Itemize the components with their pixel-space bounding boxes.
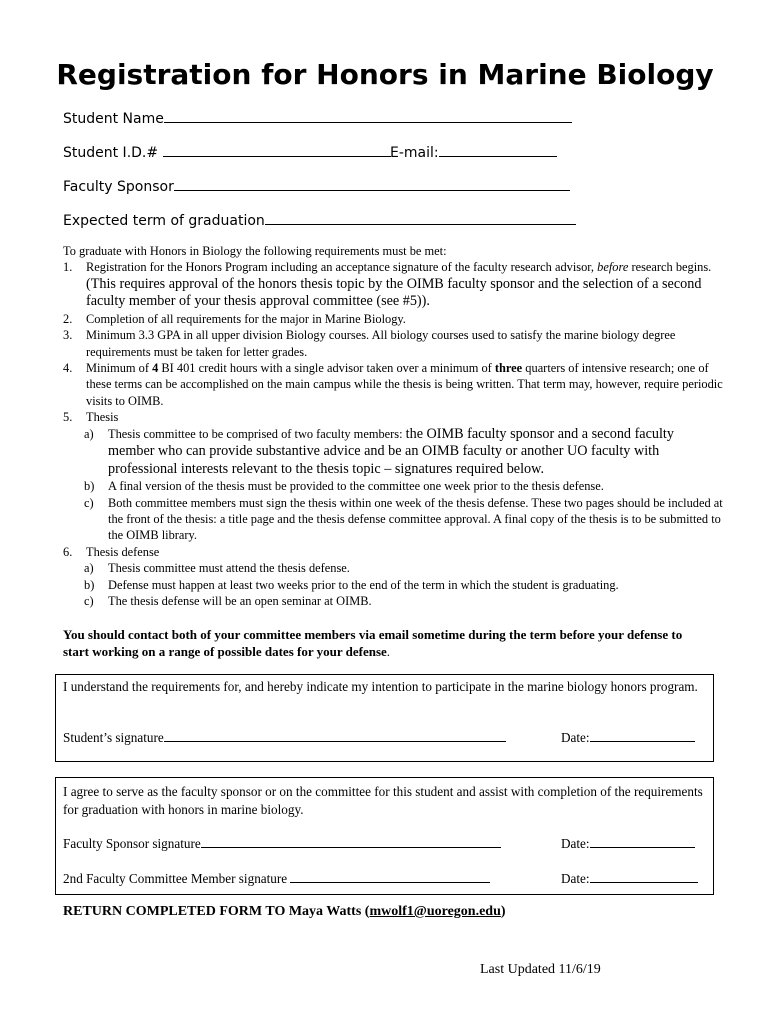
sponsor-signature-field[interactable] — [201, 834, 501, 848]
requirement-2: 2. Completion of all requirements for the major in Marine Biology. — [63, 311, 406, 326]
contact-note: You should contact both of your committee members via email sometime during the term before your defense to start working on a range of possible dates for your defense. — [63, 627, 683, 659]
requirements-intro: To graduate with Honors in Biology the following requirements must be met: — [63, 244, 447, 258]
member-date-row — [561, 869, 698, 888]
requirement-6a: a) Thesis committee must attend the thesis defense. — [84, 561, 350, 576]
requirement-5: 5. Thesis a) Thesis committee to be comprised of two faculty members: the OIMB faculty sponsor and a second faculty member who can provide substantive advice and be an OIMB faculty or another UO faculty with professional interests relevant to the thesis topic – signatures required below. b) A final version of the thesis must be provided to the committee one week prior to the thesis defense. c) Both committee members must sign the thesis within one week of the thesis defense. These two pages should be included at the front of the thesis: a title page and the thesis defense committee approval. A final copy of the thesis is to be submitted to the OIMB library. — [63, 410, 723, 543]
student-id-field[interactable] — [163, 142, 391, 157]
last-updated: Last Updated 11/6/19 — [480, 962, 601, 977]
return-instruction: RETURN COMPLETED FORM TO Maya Watts (mwolf1@uoregon.edu) — [63, 904, 506, 919]
student-id-label: Student I.D.# — [63, 145, 159, 161]
defense-sublist — [63, 560, 723, 609]
member-signature-row — [63, 869, 490, 888]
requirement-5b: b) A final version of the thesis must be provided to the committee one week prior to the thesis defense. — [84, 479, 604, 494]
sponsor-signature-row — [63, 834, 501, 853]
requirements-list — [63, 259, 723, 609]
student-date-field[interactable] — [590, 728, 695, 742]
sponsor-date-row — [561, 834, 695, 853]
page-title: Registration for Honors in Marine Biology — [56, 58, 714, 91]
requirement-6: 6. Thesis defense a) Thesis committee must attend the thesis defense. b) Defense must happen at least two weeks prior to the end of the term in which the student is graduating. c) The thesis defense will be an open seminar at OIMB. — [63, 544, 723, 610]
faculty-sponsor-field[interactable] — [174, 176, 570, 191]
requirement-3: 3. Minimum 3.3 GPA in all upper division Biology courses. All biology courses used to satisfy the marine biology degree requirements must be taken for letter grades. — [63, 328, 676, 359]
thesis-sublist — [63, 426, 723, 544]
faculty-sponsor-row — [63, 176, 570, 195]
sponsor-signature-label: Faculty Sponsor signature — [63, 836, 201, 851]
email-row — [390, 142, 557, 161]
requirement-6b: b) Defense must happen at least two weeks prior to the end of the term in which the student is graduating. — [84, 577, 619, 592]
member-date-field[interactable] — [590, 869, 698, 883]
member-date-label: Date: — [561, 871, 590, 886]
member-signature-field[interactable] — [290, 869, 490, 883]
requirement-5a: a) Thesis committee to be comprised of two faculty members: the OIMB faculty sponsor and a second faculty member who can provide substantive advice and be an OIMB faculty or another UO faculty with professional interests relevant to the thesis topic – signatures required below. — [84, 425, 674, 477]
student-signature-field[interactable] — [164, 728, 506, 742]
student-agreement-box — [55, 674, 714, 762]
sponsor-date-label: Date: — [561, 836, 590, 851]
student-name-label: Student Name — [63, 111, 164, 127]
requirements-section — [63, 243, 723, 609]
email-field[interactable] — [439, 142, 557, 157]
faculty-statement: I agree to serve as the faculty sponsor or on the committee for this student and assist with completion of the requirements for graduation with honors in marine biology. — [63, 784, 703, 817]
requirement-4: 4. Minimum of 4 BI 401 credit hours with a single advisor taken over a minimum of three quarters of intensive research; one of these terms can be accomplished on the main campus while the thesis is being written. That term may, however, require periodic visits to OIMB. — [63, 361, 723, 408]
student-signature-row — [63, 728, 506, 747]
expected-term-field[interactable] — [265, 210, 576, 225]
email-label: E-mail: — [390, 145, 439, 161]
contact-email-link[interactable]: mwolf1@uoregon.edu — [369, 904, 501, 919]
faculty-sponsor-label: Faculty Sponsor — [63, 179, 174, 195]
expected-term-label: Expected term of graduation — [63, 213, 265, 229]
requirement-5c: c) Both committee members must sign the thesis within one week of the thesis defense. These two pages should be included at the front of the thesis: a title page and the thesis defense committee approval. A final copy of the thesis is to be submitted to the OIMB library. — [84, 495, 723, 543]
student-signature-label: Student’s signature — [63, 730, 164, 745]
faculty-agreement-box — [55, 777, 714, 895]
student-date-row — [561, 728, 695, 747]
student-name-field[interactable] — [164, 108, 572, 123]
student-name-row — [63, 108, 572, 127]
return-text: RETURN COMPLETED FORM TO Maya Watts — [63, 904, 362, 919]
requirement-6c: c) The thesis defense will be an open seminar at OIMB. — [84, 594, 372, 608]
student-statement: I understand the requirements for, and hereby indicate my intention to participate in the marine biology honors program. — [63, 679, 698, 694]
student-id-row — [63, 142, 391, 161]
sponsor-date-field[interactable] — [590, 834, 695, 848]
member-signature-label: 2nd Faculty Committee Member signature — [63, 871, 288, 886]
requirement-1: 1. Registration for the Honors Program including an acceptance signature of the faculty research advisor, before research begins. (This requires approval of the honors thesis topic by the OIMB faculty sponsor and the selection of a second faculty member of your thesis approval committee (see #5)). — [63, 260, 712, 310]
student-date-label: Date: — [561, 730, 590, 745]
expected-term-row — [63, 210, 576, 229]
